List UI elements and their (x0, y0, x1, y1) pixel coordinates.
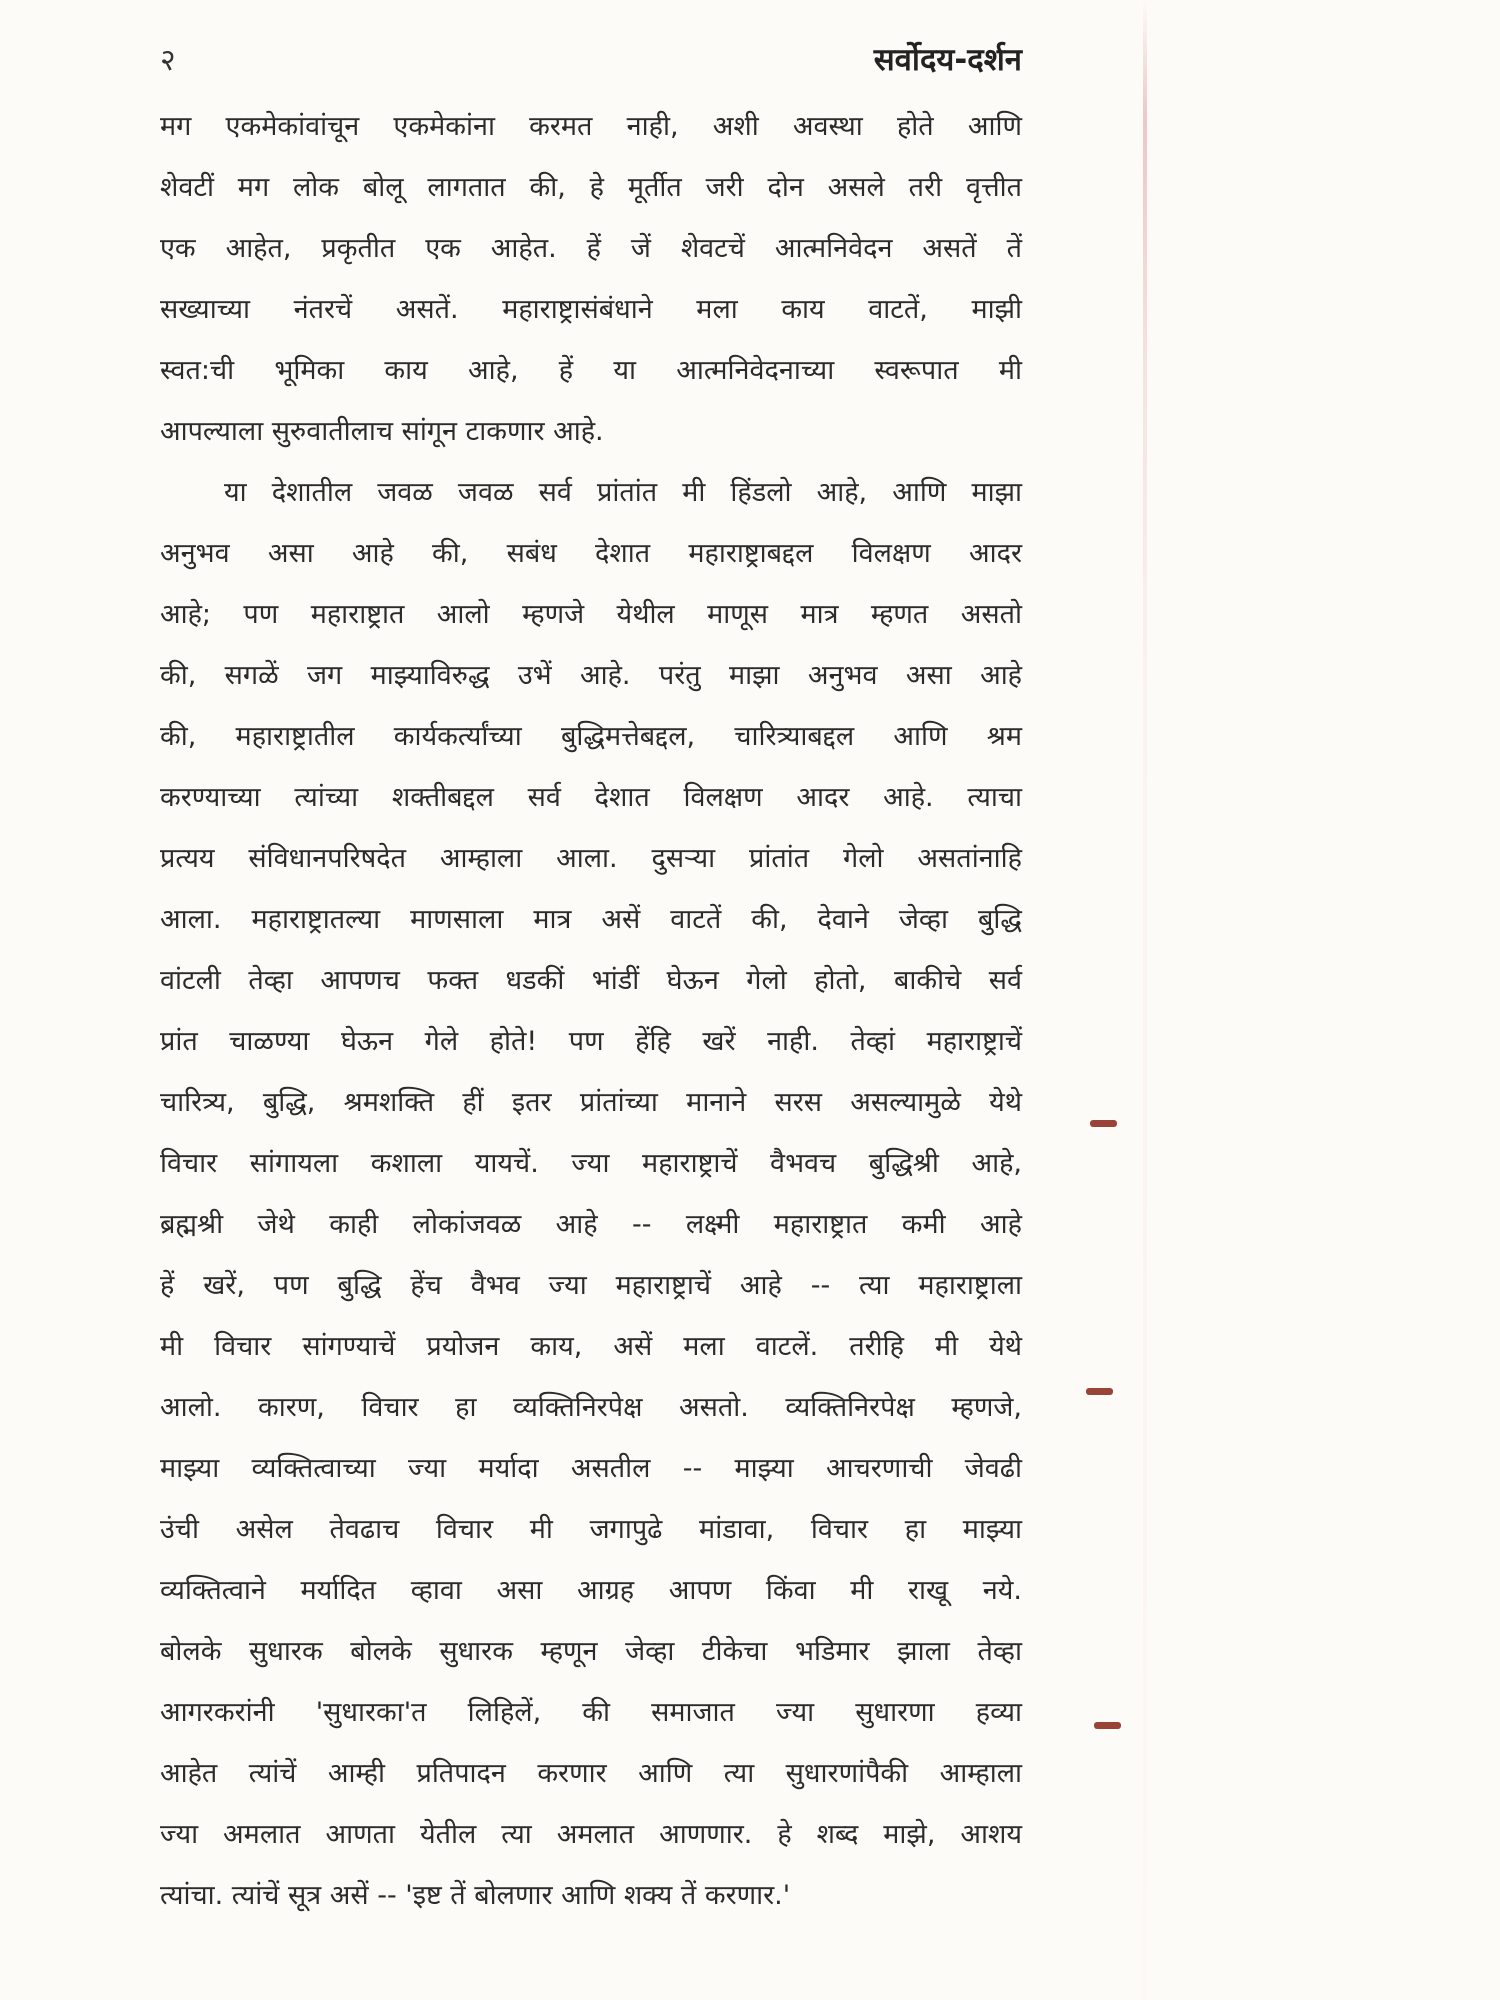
margin-mark (1090, 1120, 1117, 1127)
text-line: मग एकमेकांवांचून एकमेकांना करमत नाही, अशी अवस्था होते आणि (160, 111, 1022, 142)
text-line: प्रांत चाळण्या घेऊन गेले होते! पण हेंहि खरें नाही. तेव्हां महाराष्ट्राचें (160, 1026, 1022, 1057)
text-line: विचार सांगायला कशाला यायचें. ज्या महाराष्ट्राचें वैभवच बुद्धिश्री आहे, (160, 1148, 1022, 1179)
margin-mark (1086, 1388, 1113, 1395)
text-line: या देशातील जवळ जवळ सर्व प्रांतांत मी हिंडलो आहे, आणि माझा (224, 477, 1022, 508)
page-edge-shadow (1143, 0, 1147, 2000)
text-line: स्वत:ची भूमिका काय आहे, हें या आत्मनिवेदनाच्या स्वरूपात मी (160, 355, 1022, 386)
text-line: प्रत्यय संविधानपरिषदेत आम्हाला आला. दुसऱ्या प्रांतांत गेलो असतांनाहि (160, 843, 1022, 874)
paragraph (160, 462, 1022, 1926)
text-line: हें खरें, पण बुद्धि हेंच वैभव ज्या महाराष्ट्राचें आहे -- त्या महाराष्ट्राला (160, 1270, 1022, 1301)
text-line: की, सगळें जग माझ्याविरुद्ध उभें आहे. परंतु माझा अनुभव असा आहे (160, 660, 1022, 691)
text-line: वांटली तेव्हा आपणच फक्त धडकीं भांडीं घेऊन गेलो होतो, बाकीचे सर्व (160, 965, 1022, 996)
text-line: त्यांचा. त्यांचें सूत्र असें -- 'इष्ट तें बोलणार आणि शक्य तें करणार.' (160, 1880, 791, 1911)
text-line: आलो. कारण, विचार हा व्यक्तिनिरपेक्ष असतो. व्यक्तिनिरपेक्ष म्हणजे, (160, 1392, 1022, 1423)
page-number: २ (160, 43, 176, 78)
text-line: आगरकरांनी 'सुधारका'त लिहिलें, की समाजात ज्या सुधारणा हव्या (160, 1697, 1022, 1728)
running-title: सर्वोदय-दर्शन (873, 42, 1022, 78)
text-line: करण्याच्या त्यांच्या शक्तीबद्दल सर्व देशात विलक्षण आदर आहे. त्याचा (160, 782, 1022, 813)
text-line: ज्या अमलात आणता येतील त्या अमलात आणणार. हे शब्द माझे, आशय (160, 1819, 1022, 1850)
text-line: ब्रह्मश्री जेथे काही लोकांजवळ आहे -- लक्ष्मी महाराष्ट्रात कमी आहे (160, 1209, 1022, 1240)
page-header (160, 38, 1022, 80)
text-line: मी विचार सांगण्याचें प्रयोजन काय, असें मला वाटलें. तरीहि मी येथे (160, 1331, 1022, 1362)
text-line: की, महाराष्ट्रातील कार्यकर्त्यांच्या बुद्धिमत्तेबद्दल, चारित्र्याबद्दल आणि श्रम (160, 721, 1022, 752)
text-line: माझ्या व्यक्तित्वाच्या ज्या मर्यादा असतील -- माझ्या आचरणाची जेवढी (160, 1453, 1022, 1484)
text-line: चारित्र्य, बुद्धि, श्रमशक्ति हीं इतर प्रांतांच्या मानाने सरस असल्यामुळे येथे (160, 1087, 1022, 1118)
text-line: आपल्याला सुरुवातीलाच सांगून टाकणार आहे. (160, 416, 604, 447)
body-text (160, 96, 1022, 1926)
text-line: आला. महाराष्ट्रातल्या माणसाला मात्र असें वाटतें की, देवाने जेव्हा बुद्धि (160, 904, 1022, 935)
text-line: बोलके सुधारक बोलके सुधारक म्हणून जेव्हा टीकेचा भडिमार झाला तेव्हा (160, 1636, 1022, 1667)
paragraph (160, 96, 1022, 462)
text-line: अनुभव असा आहे की, सबंध देशात महाराष्ट्राबद्दल विलक्षण आदर (160, 538, 1022, 569)
text-line: आहे; पण महाराष्ट्रात आलो म्हणजे येथील माणूस मात्र म्हणत असतो (160, 599, 1022, 630)
text-line: उंची असेल तेवढाच विचार मी जगापुढे मांडावा, विचार हा माझ्या (160, 1514, 1022, 1545)
text-line: व्यक्तित्वाने मर्यादित व्हावा असा आग्रह आपण किंवा मी राखू नये. (160, 1575, 1022, 1606)
text-line: शेवटीं मग लोक बोलू लागतात की, हे मूर्तीत जरी दोन असले तरी वृत्तीत (160, 172, 1022, 203)
text-line: आहेत त्यांचें आम्ही प्रतिपादन करणार आणि त्या सुधारणांपैकी आम्हाला (160, 1758, 1022, 1789)
margin-mark (1094, 1722, 1121, 1729)
text-line: एक आहेत, प्रकृतीत एक आहेत. हें जें शेवटचें आत्मनिवेदन असतें तें (160, 233, 1022, 264)
text-line: सख्याच्या नंतरचें असतें. महाराष्ट्रासंबंधाने मला काय वाटतें, माझी (160, 294, 1022, 325)
